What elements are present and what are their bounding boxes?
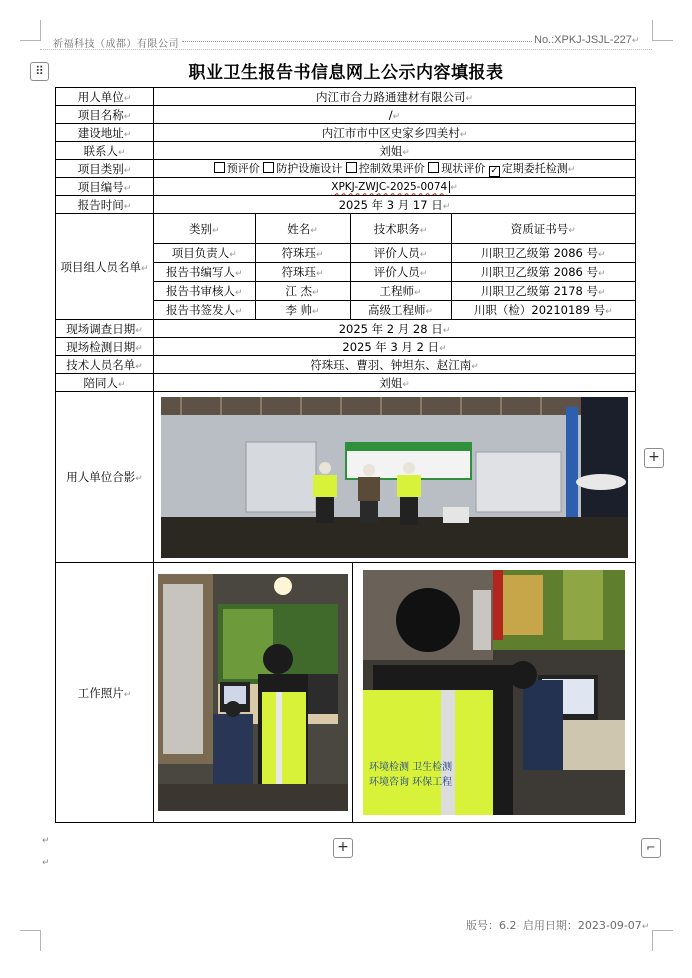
label-report-time: 报告时间↵ bbox=[56, 196, 154, 214]
group-photo-image[interactable] bbox=[161, 397, 628, 558]
team-name[interactable]: 江 杰↵ bbox=[255, 282, 350, 301]
paragraph-mark: ↵ bbox=[42, 858, 50, 868]
label-employer: 用人单位↵ bbox=[56, 88, 154, 106]
footer-version: 版号：6.2· 启用日期：2023-09-07↵ bbox=[466, 919, 650, 932]
team-title[interactable]: 评价人员↵ bbox=[350, 263, 451, 282]
team-cert[interactable]: 川职（检）20210189 号↵ bbox=[473, 303, 613, 317]
team-name[interactable]: 符珠珏↵ bbox=[255, 244, 350, 263]
label-project-type: 项目类别↵ bbox=[56, 160, 154, 178]
value-report-time[interactable]: 2025 年 3 月 17 日↵ bbox=[154, 196, 636, 214]
team-role[interactable]: 项目负责人↵ bbox=[154, 244, 255, 263]
row-technicians bbox=[56, 356, 636, 374]
team-role[interactable]: 报告书审核人↵ bbox=[154, 282, 255, 301]
row-test-date bbox=[56, 338, 636, 356]
label-test-date: 现场检测日期↵ bbox=[56, 338, 154, 356]
row-report-time bbox=[56, 196, 636, 214]
label-survey-date: 现场调查日期↵ bbox=[56, 320, 154, 338]
team-title[interactable]: 高级工程师↵ bbox=[350, 301, 451, 320]
value-technicians[interactable]: 符珠珏、曹羽、钟坦东、赵江南↵ bbox=[154, 356, 636, 374]
team-header-name: 姓名↵ bbox=[255, 214, 350, 244]
team-table bbox=[154, 214, 635, 319]
add-row-right-icon[interactable]: + bbox=[644, 448, 664, 468]
team-cert[interactable]: 川职卫乙级第 2086 号↵ bbox=[451, 263, 635, 282]
option-protection-design[interactable]: 防护设施设计 bbox=[263, 162, 342, 175]
add-row-bottom-icon[interactable]: + bbox=[333, 838, 353, 858]
team-row bbox=[154, 282, 635, 301]
option-pre-evaluation[interactable]: 预评价 bbox=[214, 162, 260, 175]
label-work-photos: 工作照片↵ bbox=[56, 563, 154, 823]
value-test-date[interactable]: 2025 年 3 月 2 日↵ bbox=[154, 338, 636, 356]
value-project-type: 预评价 防护设施设计 控制效果评价 现状评价 ✓ 定期委托检测↵ bbox=[154, 160, 636, 178]
label-companion: 陪同人↵ bbox=[56, 374, 154, 392]
label-technicians: 技术人员名单↵ bbox=[56, 356, 154, 374]
work-photos-cell bbox=[154, 563, 636, 823]
team-row bbox=[154, 263, 635, 282]
table-resize-handle-icon[interactable]: ⌐ bbox=[641, 838, 661, 858]
label-address: 建设地址↵ bbox=[56, 124, 154, 142]
header-rule bbox=[40, 49, 652, 50]
label-project-name: 项目名称↵ bbox=[56, 106, 154, 124]
row-project-name bbox=[56, 106, 636, 124]
option-status-evaluation[interactable]: 现状评价 bbox=[428, 162, 485, 175]
table-move-handle-icon[interactable]: ⠿ bbox=[30, 62, 49, 81]
label-contact: 联系人↵ bbox=[56, 142, 154, 160]
work-photos-wrap bbox=[154, 563, 635, 822]
team-title[interactable]: 工程师↵ bbox=[350, 282, 451, 301]
row-address bbox=[56, 124, 636, 142]
header-company: 祈福科技（成都）有限公司 bbox=[53, 39, 179, 50]
team-cert[interactable]: 川职卫乙级第 2086 号↵ bbox=[451, 244, 635, 263]
report-form-table bbox=[55, 87, 636, 823]
vest-print-1: 环境检测 卫生检测 bbox=[369, 762, 453, 773]
row-project-no bbox=[56, 178, 636, 196]
work-photo-1-image[interactable] bbox=[158, 574, 348, 811]
team-table-cell bbox=[154, 214, 636, 320]
page-title: 职业卫生报告书信息网上公示内容填报表 bbox=[188, 63, 504, 83]
row-companion bbox=[56, 374, 636, 392]
checkbox-control-effect[interactable] bbox=[346, 162, 357, 173]
crop-mark-bottom-right bbox=[652, 930, 673, 951]
crop-mark-bottom-left bbox=[20, 930, 41, 951]
checkbox-pre-evaluation[interactable] bbox=[214, 162, 225, 173]
team-header-cert: 资质证书号↵ bbox=[451, 214, 635, 244]
option-control-effect[interactable]: 控制效果评价 bbox=[346, 162, 425, 175]
row-project-type bbox=[56, 160, 636, 178]
value-companion[interactable]: 刘姐↵ bbox=[154, 374, 636, 392]
team-cert[interactable]: 川职卫乙级第 2178 号↵ bbox=[451, 282, 635, 301]
team-role[interactable]: 报告书签发人↵ bbox=[154, 301, 255, 320]
header-leader-dots bbox=[182, 41, 532, 42]
value-project-name[interactable]: /↵ bbox=[154, 106, 636, 124]
label-project-no: 项目编号↵ bbox=[56, 178, 154, 196]
paragraph-mark: ↵ bbox=[42, 836, 50, 846]
team-row bbox=[154, 244, 635, 263]
checkbox-status-evaluation[interactable] bbox=[428, 162, 439, 173]
row-employer bbox=[56, 88, 636, 106]
work-photo-right-cell bbox=[353, 563, 635, 822]
value-contact[interactable]: 刘姐↵ bbox=[154, 142, 636, 160]
group-photo-cell bbox=[154, 392, 636, 563]
team-header-row bbox=[154, 214, 635, 244]
checkbox-periodic-testing[interactable]: ✓ bbox=[490, 166, 498, 176]
value-project-no[interactable]: XPKJ-ZWJC-2025-0074 ↵ bbox=[154, 178, 636, 196]
vest-print-2: 环境咨询 环保工程 bbox=[369, 777, 453, 788]
team-name[interactable]: 李 帅↵ bbox=[255, 301, 350, 320]
team-header-role: 类别↵ bbox=[154, 214, 255, 244]
team-role[interactable]: 报告书编写人↵ bbox=[154, 263, 255, 282]
row-group-photo bbox=[56, 392, 636, 563]
team-name[interactable]: 符珠珏↵ bbox=[255, 263, 350, 282]
row-work-photos bbox=[56, 563, 636, 823]
value-employer[interactable]: 内江市合力路通建材有限公司↵ bbox=[154, 88, 636, 106]
crop-mark-top-left bbox=[20, 20, 41, 41]
row-contact bbox=[56, 142, 636, 160]
checkbox-protection-design[interactable] bbox=[263, 162, 274, 173]
crop-mark-top-right bbox=[652, 20, 673, 41]
team-header-title: 技术职务↵ bbox=[350, 214, 451, 244]
value-survey-date[interactable]: 2025 年 2 月 28 日↵ bbox=[154, 320, 636, 338]
option-periodic-testing[interactable]: ✓ 定期委托检测 bbox=[490, 162, 568, 176]
team-title[interactable]: 评价人员↵ bbox=[350, 244, 451, 263]
work-photo-left-cell bbox=[154, 563, 353, 822]
label-team: 项目组人员名单↵ bbox=[56, 214, 154, 320]
label-group-photo: 用人单位合影↵ bbox=[56, 392, 154, 563]
header-doc-number: No.:XPKJ-JSJL-227↵ bbox=[534, 34, 640, 46]
team-row bbox=[154, 301, 635, 320]
value-address[interactable]: 内江市市中区史家乡四美村↵ bbox=[154, 124, 636, 142]
row-team bbox=[56, 214, 636, 320]
row-survey-date bbox=[56, 320, 636, 338]
work-photo-2-image[interactable] bbox=[363, 570, 625, 815]
